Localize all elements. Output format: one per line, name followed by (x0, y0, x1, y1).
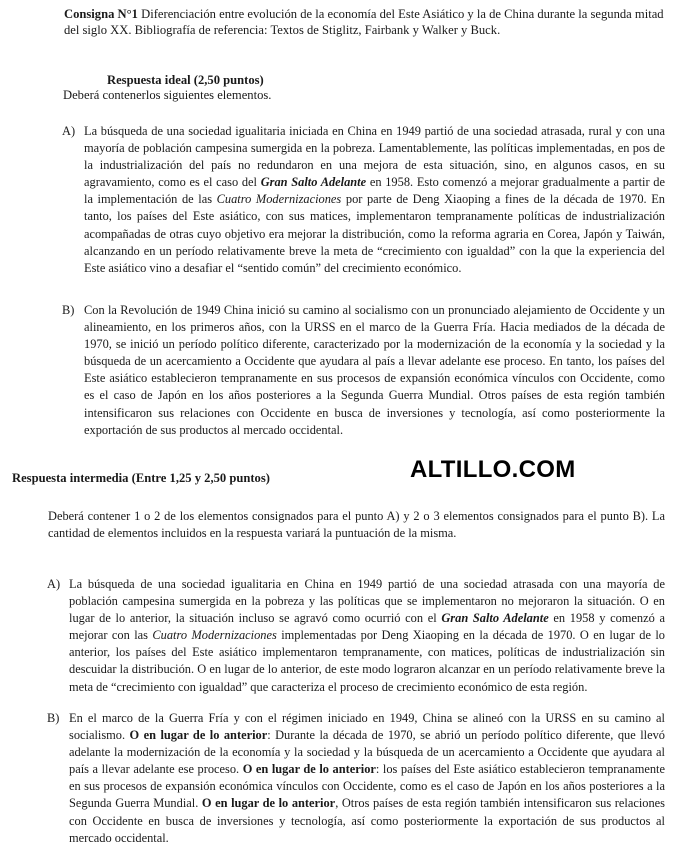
text-run: en 1958 y comenzó a mejorar con las (69, 611, 665, 643)
ideal-item-b-text (84, 302, 665, 439)
text-run: Gran Salto Adelante (260, 175, 367, 190)
text-run: implementadas por Deng Xiaoping en la década de 1970. O en lugar de lo anterior, los países del Este asiático implementaron tempranamente, con matices, políticas de industrialización sin descuidar la distribución. O en lugar de lo anterior, de este modo lograron alcanzar en un período relativamente breve la meta de “crecimiento con igualdad” que caracteriza el proceso de crecimiento económico de esta región. (69, 628, 665, 694)
text-run: en 1958. Esto comenzó a mejorar gradualmente a partir de la implementación de las (84, 175, 665, 207)
intermediate-item-b-marker: B) (47, 711, 60, 725)
text-run: : los países del Este asiático establecieron tempranamente en sus procesos de expansión económica vínculos con Occidente, como es el caso de Japón en los años posteriores a la Segunda Guerra Mundial. (69, 762, 665, 811)
intermediate-item-a-text (69, 576, 665, 696)
text-run: por parte de Deng Xiaoping a fines de la década de 1970. En tanto, los países del Este asiático, con sus matices, implementaron tempranamente políticas de industrialización acompañadas de otras cuyo objetivo era mejorar la distribución, como la reforma agraria en Corea, Japón y Taiwán, alcanzando en un período relativamente breve la meta de “crecimiento con igualdad” con la que la experiencia del Este asiático vino a desafiar el “sentido común” del crecimiento económico. (84, 192, 665, 275)
instruction-text: Diferenciación entre evolución de la economía del Este Asiático y la de China durante la segunda mitad del siglo XX. Bibliografía de referencia: Textos de Stiglitz, Fairbank y Walker y Buck. (64, 7, 664, 37)
text-run: La búsqueda de una sociedad igualitaria en China en 1949 partió de una sociedad atrasada con una mayoría de población campesina sumergida en la pobreza y las políticas que se implementaron no mejoraron la situación. O en lugar de lo anterior, la situación incluso se agravó como ocurrió con el (69, 577, 665, 626)
ideal-item-a-marker: A) (62, 124, 76, 138)
text-run: Gran Salto Adelante (441, 611, 549, 626)
text-run: Cuatro Modernizaciones (216, 192, 342, 207)
intermediate-answer-intro: Deberá contener 1 o 2 de los elementos consignados para el punto A) y 2 o 3 elementos consignados para el punto B). La cantidad de elementos incluidos en la respuesta variará la puntuación de la misma. (48, 509, 665, 540)
text-run: En el marco de la Guerra Fría y con el régimen iniciado en 1949, China se alineó con la URSS en su camino al socialismo. (69, 711, 665, 743)
text-run: La búsqueda de una sociedad igualitaria iniciada en China en 1949 partió de una sociedad atrasada, rural y con una mayoría de población campesina sumergida en la pobreza. Lamentablemente, las políticas implementadas, en pos de la industrialización del país no redundaron en una mejora de esta situación, sino, en algunos casos, en su agravamiento, como es el caso del (84, 124, 665, 190)
instruction-paragraph (64, 6, 664, 38)
intermediate-item-b-text (69, 710, 665, 847)
text-run: Con la Revolución de 1949 China inició su camino al socialismo con un pronunciado alejamiento de Occidente y un alineamiento, en los primeros años, con la URSS en el marco de la Guerra Fría. Hacia mediados de la década de 1970, se inició un período político diferente, caracterizado por la modernización de la economía y la sociedad y la búsqueda de un acercamiento a Occidente que ayudara al país a llevar adelante ese proceso. En tanto, los países del Este asiático establecieron tempranamente en sus procesos de expansión económica vínculos con Occidente, como es el caso de Japón en los años posteriores a la Segunda Guerra Mundial. Otros países de esta región también intensificaron sus relaciones con Occidente en busca de inversiones y tecnología, así como posteriormente la exportación de sus productos al mercado occidental. (84, 303, 665, 437)
text-run: Cuatro Modernizaciones (152, 628, 277, 643)
text-run: : Durante la década de 1970, se abrió un período político diferente, que llevó adelante la modernización de la economía y la sociedad y la búsqueda de un acercamiento a Occidente que ayudara al país a llevar adelante ese proceso. (69, 728, 665, 777)
text-run: , Otros países de esta región también intensificaron sus relaciones con Occidente en busca de inversiones y tecnología, así como posteriormente la exportación de sus productos al mercado occidental. (69, 796, 665, 845)
intermediate-answer-heading: Respuesta intermedia (Entre 1,25 y 2,50 puntos) (12, 471, 270, 485)
altillo-logo-text: ALTILLO.COM (410, 456, 576, 483)
ideal-item-a-text (84, 123, 665, 277)
ideal-answer-subtitle: Deberá contenerlos siguientes elementos. (63, 88, 272, 102)
intermediate-item-a-marker: A) (47, 577, 61, 591)
text-run: O en lugar de lo anterior (129, 728, 268, 743)
text-run: O en lugar de lo anterior (201, 796, 336, 811)
ideal-answer-heading: Respuesta ideal (2,50 puntos) (107, 73, 264, 87)
ideal-item-b-marker: B) (62, 303, 75, 317)
text-run: O en lugar de lo anterior (242, 762, 376, 777)
instruction-label: Consigna N°1 (64, 7, 138, 21)
